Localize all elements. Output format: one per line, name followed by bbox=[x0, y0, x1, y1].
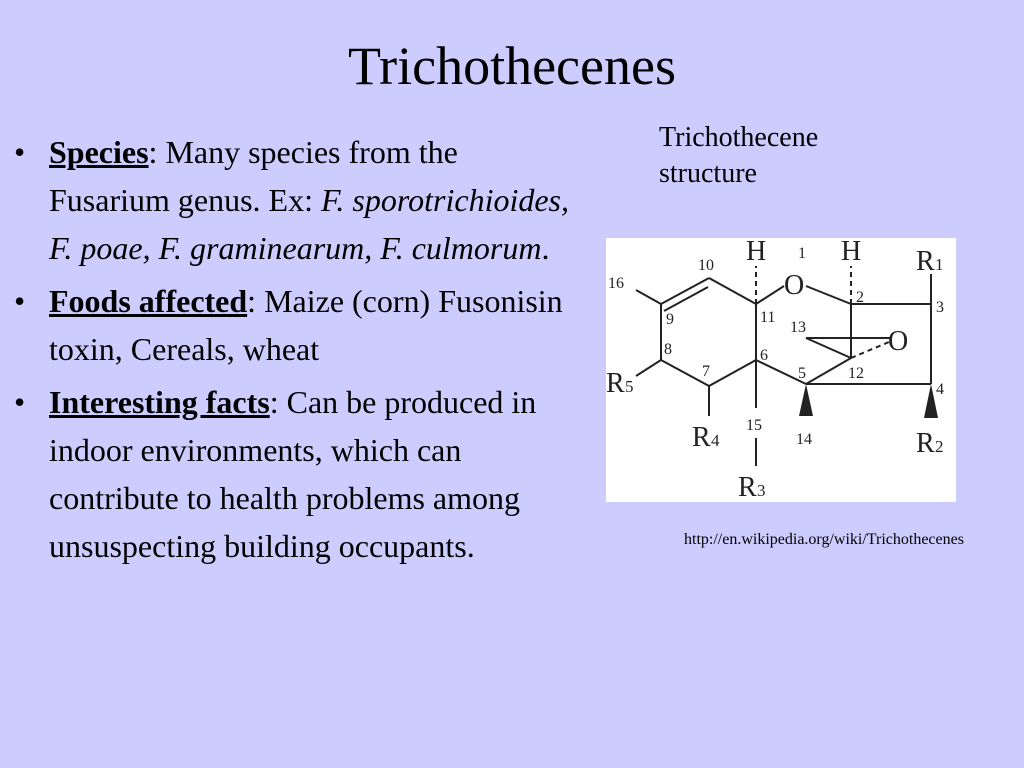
bond-8-r5 bbox=[636, 360, 661, 376]
atom-r3: R bbox=[738, 472, 757, 502]
structure-diagram bbox=[606, 238, 956, 502]
bullet-separator: : bbox=[148, 134, 166, 170]
bullet-label-facts: Interesting facts bbox=[49, 384, 270, 420]
position-1: 1 bbox=[798, 245, 806, 262]
atom-r1-subscript: 1 bbox=[935, 255, 944, 274]
bullet-label-species: Species bbox=[49, 134, 149, 170]
bullet-end-punct: . bbox=[541, 230, 550, 266]
species-examples: F. sporotrichioides, F. poae, F. graminearum, F. culmorum bbox=[49, 182, 569, 266]
atom-r1: R bbox=[916, 246, 935, 277]
structure-caption: Trichothecene structure bbox=[659, 122, 819, 189]
position-11: 11 bbox=[760, 309, 776, 326]
slide-title: Trichothecenes bbox=[348, 36, 676, 96]
atom-o-ring: O bbox=[784, 270, 805, 301]
position-2: 2 bbox=[856, 289, 864, 306]
bond-9-16 bbox=[636, 290, 661, 304]
bullet-marker: • bbox=[14, 384, 26, 420]
atom-h-right: H bbox=[841, 238, 862, 267]
bullet-text-species: Many species from the Fusarium genus. Ex: bbox=[49, 134, 458, 218]
atom-labels bbox=[606, 238, 935, 502]
bond-13-12 bbox=[806, 338, 851, 358]
atom-r4-subscript: 4 bbox=[711, 431, 720, 450]
bond-6-7 bbox=[709, 360, 756, 386]
atom-r3-subscript: 3 bbox=[757, 481, 766, 500]
bullet-text-facts: Can be produced in indoor environments, which can contribute to health problems among unsuspecting building occupants. bbox=[49, 384, 537, 564]
position-8: 8 bbox=[664, 341, 672, 358]
bullet-marker: • bbox=[14, 134, 26, 170]
source-link[interactable]: http://en.wikipedia.org/wiki/Trichothecenes bbox=[684, 531, 964, 548]
position-7: 7 bbox=[702, 363, 710, 380]
bullet-marker: • bbox=[14, 283, 26, 319]
position-13: 13 bbox=[790, 319, 806, 336]
position-5: 5 bbox=[798, 365, 806, 382]
atom-o-epoxide: O bbox=[888, 326, 909, 357]
dashed-bonds bbox=[756, 266, 889, 358]
position-10: 10 bbox=[698, 257, 714, 274]
bullet-label-foods: Foods affected bbox=[49, 283, 248, 319]
bullet-separator: : bbox=[269, 384, 287, 420]
bond-10-11 bbox=[709, 278, 756, 304]
trichothecene-structure-svg bbox=[606, 238, 956, 502]
atom-r2: R bbox=[916, 428, 935, 459]
atom-r4: R bbox=[692, 422, 711, 453]
bond-o-2 bbox=[806, 286, 851, 304]
bullet-foods-affected bbox=[14, 277, 569, 373]
bullet-text-foods: Maize (corn) Fusonisin toxin, Cereals, wheat bbox=[49, 283, 563, 367]
position-15: 15 bbox=[746, 417, 762, 434]
atom-r5: R bbox=[606, 368, 625, 399]
bond-lines bbox=[636, 274, 931, 466]
bullet-interesting-facts bbox=[14, 378, 569, 570]
wedge-bonds bbox=[799, 384, 938, 418]
position-12: 12 bbox=[848, 365, 864, 382]
wedge-5-14 bbox=[799, 384, 813, 416]
bullet-separator: : bbox=[247, 283, 265, 319]
atom-r5-subscript: 5 bbox=[625, 377, 634, 396]
bullet-species bbox=[14, 128, 569, 272]
dashed-bond-12-o bbox=[851, 342, 889, 358]
position-6: 6 bbox=[760, 347, 768, 364]
atom-r2-subscript: 2 bbox=[935, 437, 944, 456]
position-3: 3 bbox=[936, 299, 944, 316]
position-9: 9 bbox=[666, 311, 674, 328]
position-14: 14 bbox=[796, 431, 812, 448]
position-16: 16 bbox=[608, 275, 624, 292]
bond-11-o bbox=[756, 286, 784, 304]
atom-h-left: H bbox=[746, 238, 767, 267]
position-4: 4 bbox=[936, 381, 944, 398]
bullet-list bbox=[14, 128, 569, 575]
bond-5-12 bbox=[806, 358, 851, 384]
